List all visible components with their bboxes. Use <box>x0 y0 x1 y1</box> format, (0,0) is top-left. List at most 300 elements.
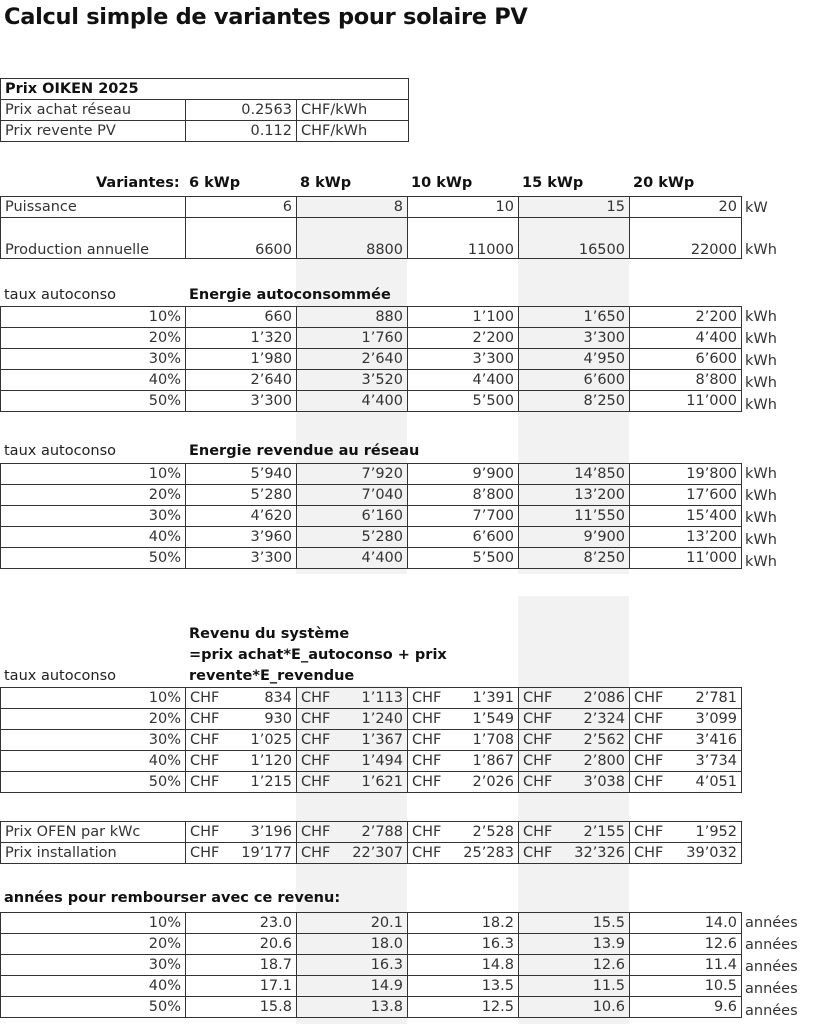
revenu-cell <box>630 751 742 772</box>
revenu-cell <box>630 772 742 793</box>
annees-cell: 13.8 <box>297 997 408 1018</box>
section-title-line: =prix achat*E_autoconso + prix <box>189 647 447 663</box>
annees-row <box>1 934 742 955</box>
amount: 930 <box>264 711 292 727</box>
puissance-value[interactable]: 15 <box>519 197 630 218</box>
couts-cell <box>297 843 408 864</box>
currency-label: CHF <box>301 774 331 790</box>
autoconso-cell: 3’300 <box>408 349 519 370</box>
revendue-cell: 13’200 <box>519 485 630 506</box>
section-title: Energie autoconsommée <box>189 287 391 303</box>
puissance-value[interactable]: 8 <box>297 197 408 218</box>
currency-label: CHF <box>523 690 553 706</box>
puissance-value[interactable]: 6 <box>186 197 297 218</box>
revendue-cell: 7’700 <box>408 506 519 527</box>
annees-cell: 20.1 <box>297 913 408 934</box>
currency-value <box>190 824 292 840</box>
amount: 3’099 <box>695 711 737 727</box>
currency-value <box>523 753 625 769</box>
autoconso-row <box>1 370 742 391</box>
autoconso-row <box>1 349 742 370</box>
currency-value <box>634 711 737 727</box>
revenu-row-label: 40% <box>1 751 186 772</box>
revendue-cell: 7’920 <box>297 464 408 485</box>
revenu-cell <box>630 730 742 751</box>
variante-name: 15 kWp <box>522 175 584 191</box>
currency-label: CHF <box>634 732 664 748</box>
annees-unit: années <box>745 981 798 997</box>
puissance-label: Puissance <box>1 197 186 218</box>
currency-value <box>190 774 292 790</box>
couts-cell <box>408 822 519 843</box>
currency-value <box>412 690 514 706</box>
revenu-cell <box>186 688 297 709</box>
annees-row <box>1 997 742 1018</box>
amount: 39’032 <box>686 845 737 861</box>
production-row <box>1 218 742 259</box>
revenu-cell <box>408 772 519 793</box>
autoconso-unit: kWh <box>745 309 777 325</box>
revendue-row <box>1 548 742 569</box>
amount: 2’324 <box>583 711 625 727</box>
autoconso-cell: 2’200 <box>408 328 519 349</box>
revenu-cell <box>630 709 742 730</box>
revenu-cell <box>408 709 519 730</box>
amount: 1’708 <box>472 732 514 748</box>
revendue-unit: kWh <box>745 466 777 482</box>
amount: 4’051 <box>695 774 737 790</box>
amount: 1’367 <box>361 732 403 748</box>
autoconso-cell: 5’500 <box>408 391 519 412</box>
autoconso-cell: 1’980 <box>186 349 297 370</box>
annees-cell: 14.9 <box>297 976 408 997</box>
currency-value <box>634 824 737 840</box>
annees-cell: 11.5 <box>519 976 630 997</box>
autoconso-unit: kWh <box>745 331 777 347</box>
revendue-cell: 8’250 <box>519 548 630 569</box>
currency-value <box>523 732 625 748</box>
revendue-cell: 7’040 <box>297 485 408 506</box>
annees-cell: 18.2 <box>408 913 519 934</box>
revenu-cell <box>630 688 742 709</box>
revenu-cell <box>408 751 519 772</box>
currency-label: CHF <box>190 732 220 748</box>
annees-table <box>0 912 742 1018</box>
currency-value <box>190 711 292 727</box>
currency-label: CHF <box>301 690 331 706</box>
revenu-row <box>1 772 742 793</box>
amount: 32’326 <box>574 845 625 861</box>
amount: 3’734 <box>695 753 737 769</box>
currency-value <box>190 753 292 769</box>
couts-row-label: Prix installation <box>1 843 186 864</box>
currency-label: CHF <box>301 753 331 769</box>
revendue-cell: 19’800 <box>630 464 742 485</box>
autoconso-cell: 8’250 <box>519 391 630 412</box>
currency-label: CHF <box>301 845 331 861</box>
autoconso-row-label: 50% <box>1 391 186 412</box>
revendue-unit: kWh <box>745 532 777 548</box>
revendue-unit: kWh <box>745 554 777 570</box>
revenu-cell <box>297 709 408 730</box>
currency-label: CHF <box>301 711 331 727</box>
currency-value <box>301 824 403 840</box>
prix-header: Prix OIKEN 2025 <box>1 79 409 100</box>
autoconso-cell: 6’600 <box>519 370 630 391</box>
autoconso-table <box>0 306 742 412</box>
currency-label: CHF <box>301 732 331 748</box>
couts-row-label: Prix OFEN par kWc <box>1 822 186 843</box>
puissance-value[interactable]: 20 <box>630 197 742 218</box>
revenu-row <box>1 751 742 772</box>
revenu-cell <box>519 709 630 730</box>
amount: 3’196 <box>250 824 292 840</box>
currency-value <box>190 732 292 748</box>
currency-label: CHF <box>523 845 553 861</box>
currency-value <box>634 753 737 769</box>
currency-label: CHF <box>634 845 664 861</box>
prix-row <box>1 121 409 142</box>
annees-unit: années <box>745 915 798 931</box>
revendue-unit: kWh <box>745 488 777 504</box>
currency-label: CHF <box>523 824 553 840</box>
autoconso-unit: kWh <box>745 375 777 391</box>
currency-value <box>523 824 625 840</box>
revendue-cell: 13’200 <box>630 527 742 548</box>
annees-cell: 18.0 <box>297 934 408 955</box>
annees-cell: 13.9 <box>519 934 630 955</box>
revenu-row-label: 50% <box>1 772 186 793</box>
annees-cell: 17.1 <box>186 976 297 997</box>
currency-label: CHF <box>634 753 664 769</box>
autoconso-cell: 4’400 <box>297 391 408 412</box>
revendue-cell: 5’500 <box>408 548 519 569</box>
currency-label: CHF <box>634 711 664 727</box>
revenu-cell <box>186 751 297 772</box>
annees-cell: 15.5 <box>519 913 630 934</box>
revendue-cell: 11’550 <box>519 506 630 527</box>
revendue-cell: 4’620 <box>186 506 297 527</box>
currency-label: CHF <box>301 824 331 840</box>
revendue-cell: 6’160 <box>297 506 408 527</box>
annees-cell: 12.5 <box>408 997 519 1018</box>
currency-value <box>634 774 737 790</box>
amount: 834 <box>264 690 292 706</box>
annees-cell: 16.3 <box>408 934 519 955</box>
annees-cell: 15.8 <box>186 997 297 1018</box>
currency-value <box>301 711 403 727</box>
couts-cell <box>186 843 297 864</box>
revenu-row-label: 10% <box>1 688 186 709</box>
revenu-cell <box>186 709 297 730</box>
revendue-row-label: 20% <box>1 485 186 506</box>
prix-unit: CHF/kWh <box>297 100 409 121</box>
annees-cell: 20.6 <box>186 934 297 955</box>
revendue-cell: 14’850 <box>519 464 630 485</box>
autoconso-cell: 4’400 <box>630 328 742 349</box>
currency-label: CHF <box>190 774 220 790</box>
revenu-cell <box>408 730 519 751</box>
autoconso-cell: 2’640 <box>186 370 297 391</box>
annees-row-label: 10% <box>1 913 186 934</box>
amount: 1’240 <box>361 711 403 727</box>
currency-label: CHF <box>190 753 220 769</box>
annees-cell: 23.0 <box>186 913 297 934</box>
annees-cell: 14.0 <box>630 913 742 934</box>
amount: 2’155 <box>583 824 625 840</box>
revendue-row <box>1 527 742 548</box>
prix-label: Prix achat réseau <box>1 100 186 121</box>
section-title: années pour rembourser avec ce revenu: <box>4 890 341 906</box>
currency-value <box>412 711 514 727</box>
annees-cell: 18.7 <box>186 955 297 976</box>
revenu-cell <box>186 772 297 793</box>
currency-value <box>412 774 514 790</box>
currency-label: CHF <box>412 753 442 769</box>
currency-value <box>523 711 625 727</box>
revendue-cell: 3’960 <box>186 527 297 548</box>
revendue-cell: 3’300 <box>186 548 297 569</box>
revenu-row-label: 20% <box>1 709 186 730</box>
currency-value <box>634 690 737 706</box>
currency-value <box>301 732 403 748</box>
amount: 3’038 <box>583 774 625 790</box>
revenu-row <box>1 730 742 751</box>
currency-label: CHF <box>190 690 220 706</box>
revenu-cell <box>519 688 630 709</box>
revenu-cell <box>519 772 630 793</box>
annees-row-label: 50% <box>1 997 186 1018</box>
autoconso-row <box>1 307 742 328</box>
variantes-label: Variantes: <box>96 175 180 191</box>
currency-label: CHF <box>412 690 442 706</box>
prix-label: Prix revente PV <box>1 121 186 142</box>
autoconso-cell: 3’300 <box>519 328 630 349</box>
revendue-row-label: 30% <box>1 506 186 527</box>
currency-value <box>301 845 403 861</box>
revendue-row-label: 50% <box>1 548 186 569</box>
revendue-cell: 5’280 <box>186 485 297 506</box>
production-label: Production annuelle <box>1 218 186 259</box>
amount: 19’177 <box>241 845 292 861</box>
row-label-header: taux autoconso <box>4 443 117 459</box>
autoconso-cell: 1’760 <box>297 328 408 349</box>
currency-label: CHF <box>523 732 553 748</box>
revendue-cell: 15’400 <box>630 506 742 527</box>
autoconso-row-label: 30% <box>1 349 186 370</box>
autoconso-cell: 1’650 <box>519 307 630 328</box>
autoconso-unit: kWh <box>745 397 777 413</box>
annees-unit: années <box>745 1003 798 1019</box>
autoconso-unit: kWh <box>745 353 777 369</box>
row-label-header: taux autoconso <box>4 668 117 684</box>
currency-value <box>634 845 737 861</box>
currency-label: CHF <box>523 711 553 727</box>
annees-cell: 10.5 <box>630 976 742 997</box>
revendue-table <box>0 463 742 569</box>
currency-label: CHF <box>634 774 664 790</box>
currency-value <box>523 845 625 861</box>
amount: 2’562 <box>583 732 625 748</box>
variante-name: 20 kWp <box>633 175 695 191</box>
currency-value <box>412 845 514 861</box>
production-value: 11000 <box>408 218 519 259</box>
couts-row <box>1 822 742 843</box>
amount: 1’120 <box>250 753 292 769</box>
annees-row <box>1 976 742 997</box>
autoconso-cell: 4’400 <box>408 370 519 391</box>
variante-name: 10 kWp <box>411 175 473 191</box>
revendue-cell: 11’000 <box>630 548 742 569</box>
autoconso-cell: 880 <box>297 307 408 328</box>
amount: 1’494 <box>361 753 403 769</box>
production-unit: kWh <box>745 242 777 258</box>
autoconso-cell: 4’950 <box>519 349 630 370</box>
annees-row <box>1 955 742 976</box>
prix-value[interactable]: 0.112 <box>186 121 297 142</box>
amount: 1’391 <box>472 690 514 706</box>
currency-label: CHF <box>190 845 220 861</box>
autoconso-cell: 660 <box>186 307 297 328</box>
amount: 25’283 <box>463 845 514 861</box>
revenu-table <box>0 687 742 793</box>
autoconso-cell: 11’000 <box>630 391 742 412</box>
annees-cell: 16.3 <box>297 955 408 976</box>
currency-value <box>523 774 625 790</box>
revendue-row-label: 40% <box>1 527 186 548</box>
amount: 22’307 <box>352 845 403 861</box>
section-title: Energie revendue au réseau <box>189 443 420 459</box>
autoconso-cell: 6’600 <box>630 349 742 370</box>
couts-cell <box>630 822 742 843</box>
revenu-cell <box>519 730 630 751</box>
revendue-row-label: 10% <box>1 464 186 485</box>
couts-row <box>1 843 742 864</box>
currency-label: CHF <box>523 774 553 790</box>
currency-value <box>412 824 514 840</box>
variantes-table <box>0 196 742 259</box>
annees-cell: 12.6 <box>519 955 630 976</box>
amount: 2’528 <box>472 824 514 840</box>
autoconso-cell: 1’320 <box>186 328 297 349</box>
currency-label: CHF <box>412 774 442 790</box>
autoconso-cell: 2’640 <box>297 349 408 370</box>
revenu-row-label: 30% <box>1 730 186 751</box>
annees-row-label: 40% <box>1 976 186 997</box>
currency-label: CHF <box>412 732 442 748</box>
currency-label: CHF <box>190 824 220 840</box>
revendue-cell: 5’280 <box>297 527 408 548</box>
revendue-cell: 8’800 <box>408 485 519 506</box>
amount: 1’549 <box>472 711 514 727</box>
annees-cell: 10.6 <box>519 997 630 1018</box>
annees-cell: 13.5 <box>408 976 519 997</box>
amount: 2’026 <box>472 774 514 790</box>
revendue-cell: 5’940 <box>186 464 297 485</box>
puissance-value[interactable]: 10 <box>408 197 519 218</box>
currency-value <box>412 732 514 748</box>
currency-value <box>301 753 403 769</box>
revendue-cell: 17’600 <box>630 485 742 506</box>
amount: 1’113 <box>361 690 403 706</box>
amount: 2’788 <box>361 824 403 840</box>
amount: 2’800 <box>583 753 625 769</box>
amount: 1’621 <box>361 774 403 790</box>
revendue-cell: 4’400 <box>297 548 408 569</box>
revenu-cell <box>408 688 519 709</box>
autoconso-row <box>1 391 742 412</box>
autoconso-row-label: 40% <box>1 370 186 391</box>
production-value: 22000 <box>630 218 742 259</box>
prix-unit: CHF/kWh <box>297 121 409 142</box>
amount: 2’781 <box>695 690 737 706</box>
page-title: Calcul simple de variantes pour solaire PV <box>4 4 528 30</box>
revenu-cell <box>297 688 408 709</box>
annees-cell: 14.8 <box>408 955 519 976</box>
annees-cell: 11.4 <box>630 955 742 976</box>
couts-cell <box>297 822 408 843</box>
currency-label: CHF <box>412 711 442 727</box>
amount: 1’867 <box>472 753 514 769</box>
autoconso-row-label: 20% <box>1 328 186 349</box>
prix-row <box>1 100 409 121</box>
puissance-row <box>1 197 742 218</box>
revendue-row <box>1 506 742 527</box>
prix-value[interactable]: 0.2563 <box>186 100 297 121</box>
autoconso-cell: 3’520 <box>297 370 408 391</box>
currency-value <box>190 845 292 861</box>
revenu-row <box>1 709 742 730</box>
couts-cell <box>408 843 519 864</box>
revendue-unit: kWh <box>745 510 777 526</box>
revenu-cell <box>519 751 630 772</box>
variante-name: 6 kWp <box>189 175 241 191</box>
section-title-line: revente*E_revendue <box>189 668 355 684</box>
autoconso-cell: 8’800 <box>630 370 742 391</box>
currency-label: CHF <box>412 824 442 840</box>
couts-cell <box>186 822 297 843</box>
amount: 1’952 <box>695 824 737 840</box>
currency-label: CHF <box>190 711 220 727</box>
production-value: 16500 <box>519 218 630 259</box>
annees-row <box>1 913 742 934</box>
revenu-cell <box>186 730 297 751</box>
autoconso-row-label: 10% <box>1 307 186 328</box>
autoconso-cell: 3’300 <box>186 391 297 412</box>
autoconso-row <box>1 328 742 349</box>
amount: 2’086 <box>583 690 625 706</box>
amount: 1’025 <box>250 732 292 748</box>
currency-label: CHF <box>523 753 553 769</box>
currency-value <box>412 753 514 769</box>
amount: 3’416 <box>695 732 737 748</box>
revendue-cell: 6’600 <box>408 527 519 548</box>
currency-label: CHF <box>412 845 442 861</box>
autoconso-cell: 2’200 <box>630 307 742 328</box>
revenu-cell <box>297 772 408 793</box>
currency-label: CHF <box>634 824 664 840</box>
currency-value <box>301 774 403 790</box>
annees-cell: 9.6 <box>630 997 742 1018</box>
production-value: 8800 <box>297 218 408 259</box>
annees-unit: années <box>745 959 798 975</box>
row-label-header: taux autoconso <box>4 287 117 303</box>
autoconso-cell: 1’100 <box>408 307 519 328</box>
currency-value <box>301 690 403 706</box>
prix-table <box>0 78 409 142</box>
revendue-row <box>1 464 742 485</box>
couts-cell <box>630 843 742 864</box>
